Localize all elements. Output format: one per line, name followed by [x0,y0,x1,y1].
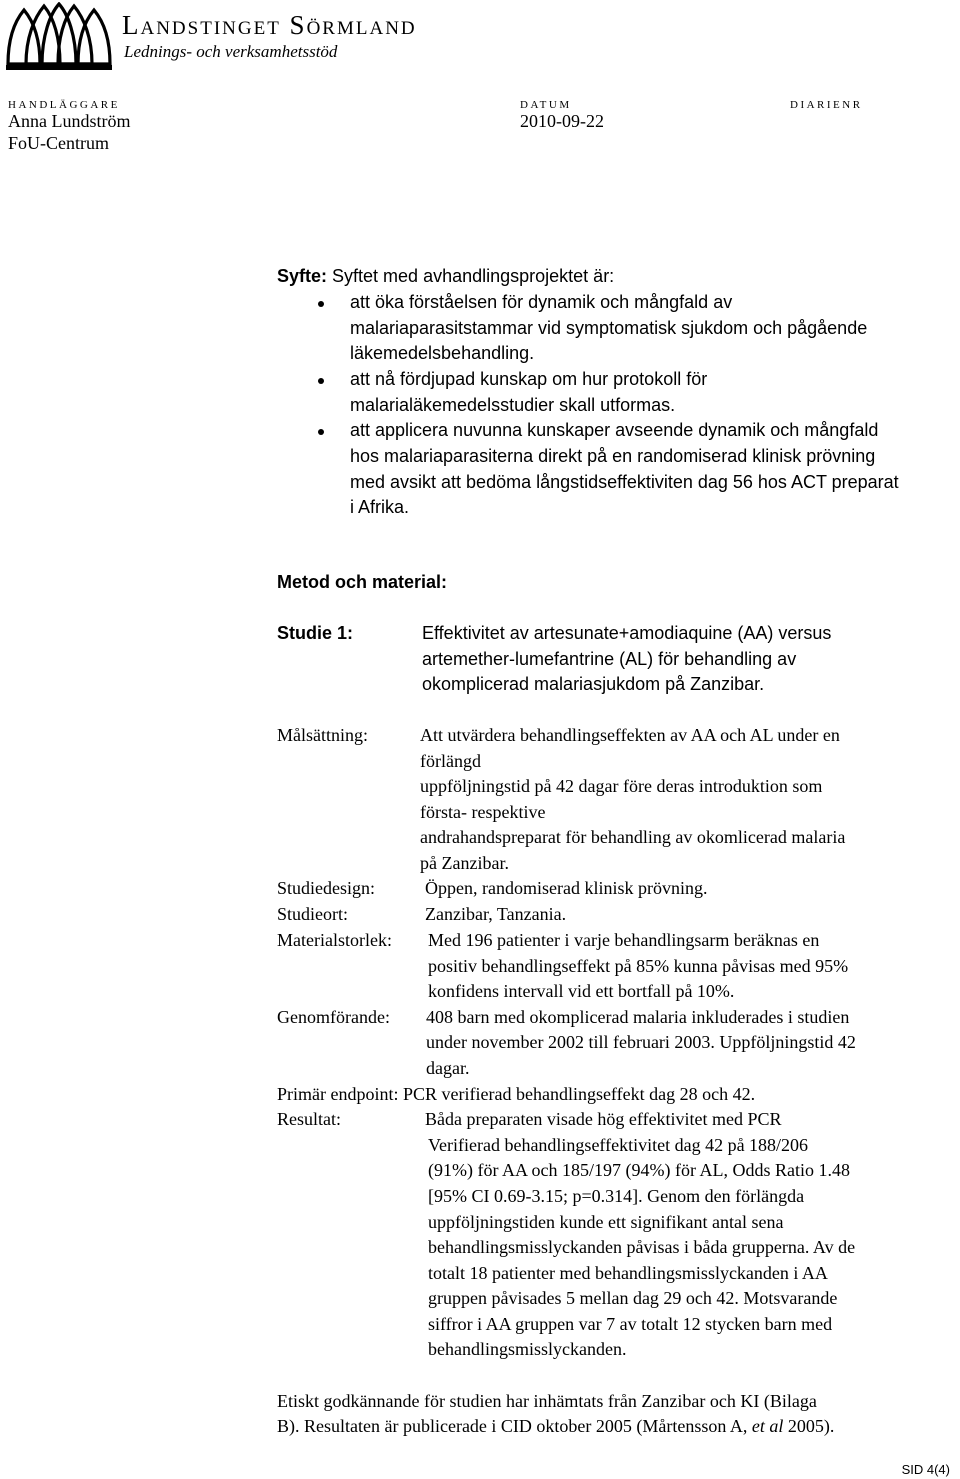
resultat-line-8: gruppen påvisades 5 mellan dag 29 och 42. Motsvarande [428,1288,838,1308]
page-number: SID 4(4) [901,1462,950,1477]
syfte-bullet-1-line-3: läkemedelsbehandling. [350,343,535,363]
etik-line-1: Etiskt godkännande för studien har inhämtats från Zanzibar och KI (Bilaga [277,1391,817,1411]
handlaggare-name: Anna Lundström [8,111,131,131]
studieort-value: Zanzibar, Tanzania. [425,904,567,924]
datum-value: 2010-09-22 [520,111,604,131]
malsattning-label: Målsättning: [277,725,368,745]
studieort-label: Studieort: [277,904,348,924]
resultat-line-10: behandlingsmisslyckanden. [428,1339,627,1359]
malsattning-line-2: förlängd [420,751,481,771]
materialstorlek-line-2: positiv behandlingseffekt på 85% kunna påvisas med 95% [428,956,849,976]
datum-label: DATUM [520,99,572,111]
bullet-icon [318,429,324,435]
materialstorlek-line-1: Med 196 patienter i varje behandlingsarm beräknas en [428,930,820,950]
diarienr-label: DIARIENR [790,99,863,111]
malsattning-line-5: andrahandspreparat för behandling av okomlicerad malaria [420,827,846,847]
resultat-line-5: uppföljningstiden kunde ett signifikant antal sena [428,1212,784,1232]
malsattning-line-6: på Zanzibar. [420,853,509,873]
handlaggare-label: HANDLÄGGARE [8,99,120,111]
studie-line-1: Effektivitet av artesunate+amodiaquine (AA) versus [422,623,832,643]
materialstorlek-label: Materialstorlek: [277,930,392,950]
malsattning-line-3: uppföljningstid på 42 dagar före deras introduktion som [420,776,823,796]
bullet-icon [318,301,324,307]
syfte-intro: Syftet med avhandlingsprojektet är: [332,266,615,286]
studie-line-3: okomplicerad malariasjukdom på Zanzibar. [422,674,765,694]
etik-et-al: et al [751,1416,784,1436]
resultat-line-3: (91%) för AA och 185/197 (94%) för AL, Odds Ratio 1.48 [428,1160,850,1180]
syfte-bullet-1-line-1: att öka förståelsen för dynamik och mångfald av [350,292,733,312]
resultat-line-7: totalt 18 patienter med behandlingsmisslyckanden i AA [428,1263,828,1283]
org-subtitle: Lednings- och verksamhetsstöd [124,42,338,61]
studiedesign-value: Öppen, randomiserad klinisk prövning. [425,878,708,898]
primar-endpoint-value: PCR verifierad behandlingseffekt dag 28 och 42. [402,1084,756,1104]
studie-line-2: artemether-lumefantrine (AL) för behandling av [422,649,797,669]
metod-heading: Metod och material: [277,572,448,592]
syfte-bullet-3-line-2: hos malariaparasiterna direkt på en randomiserad klinisk prövning [350,446,876,466]
genomforande-line-1: 408 barn med okomplicerad malaria inkluderades i studien [426,1007,850,1027]
syfte-bullet-2-line-2: malarialäkemedelsstudier skall utformas. [350,395,676,415]
primar-endpoint-line [277,1082,755,1108]
landstinget-logo [4,2,114,74]
resultat-line-6: behandlingsmisslyckanden påvisas i båda grupperna. Av de [428,1237,856,1257]
materialstorlek-line-3: konfidens intervall vid ett bortfall på 10%. [428,981,735,1001]
etik-line-2-post: 2005). [783,1416,835,1436]
syfte-bullet-3-line-1: att applicera nuvunna kunskaper avseende dynamik och mångfald [350,420,879,440]
resultat-line-4: [95% CI 0.69-3.15; p=0.314]. Genom den förlängda [428,1186,805,1206]
unit-name: FoU-Centrum [8,133,109,153]
studiedesign-label: Studiedesign: [277,878,375,898]
primar-endpoint-label: Primär endpoint: [277,1084,399,1104]
org-name: Landstinget Sörmland [122,10,417,40]
syfte-bullet-3-line-3: med avsikt att bedöma långstidseffektiviten dag 56 hos ACT preparat [350,472,899,492]
etik-line-2-pre: B). Resultaten är publicerade i CID oktober 2005 (Mårtensson A, [277,1416,752,1436]
syfte-bullet-1-line-2: malariaparasitstammar vid symptomatisk sjukdom och pågående [350,318,868,338]
genomforande-line-2: under november 2002 till februari 2003. Uppföljningstid 42 [426,1032,856,1052]
resultat-line-2: Verifierad behandlingseffektivitet dag 42 på 188/206 [428,1135,809,1155]
malsattning-line-4: första- respektive [420,802,546,822]
resultat-label: Resultat: [277,1109,341,1129]
syfte-line [277,264,614,290]
studie-label: Studie 1: [277,623,354,643]
syfte-label: Syfte: [277,266,328,286]
bullet-icon [318,378,324,384]
malsattning-line-1: Att utvärdera behandlingseffekten av AA och AL under en [420,725,840,745]
resultat-line-9: siffror i AA gruppen var 7 av totalt 12 stycken barn med [428,1314,833,1334]
syfte-bullet-2-line-1: att nå fördjupad kunskap om hur protokoll för [350,369,708,389]
genomforande-label: Genomförande: [277,1007,390,1027]
resultat-line-1: Båda preparaten visade hög effektivitet med PCR [425,1109,782,1129]
syfte-bullet-3-line-4: i Afrika. [350,497,410,517]
etik-line-2 [277,1414,834,1440]
genomforande-line-3: dagar. [426,1058,470,1078]
